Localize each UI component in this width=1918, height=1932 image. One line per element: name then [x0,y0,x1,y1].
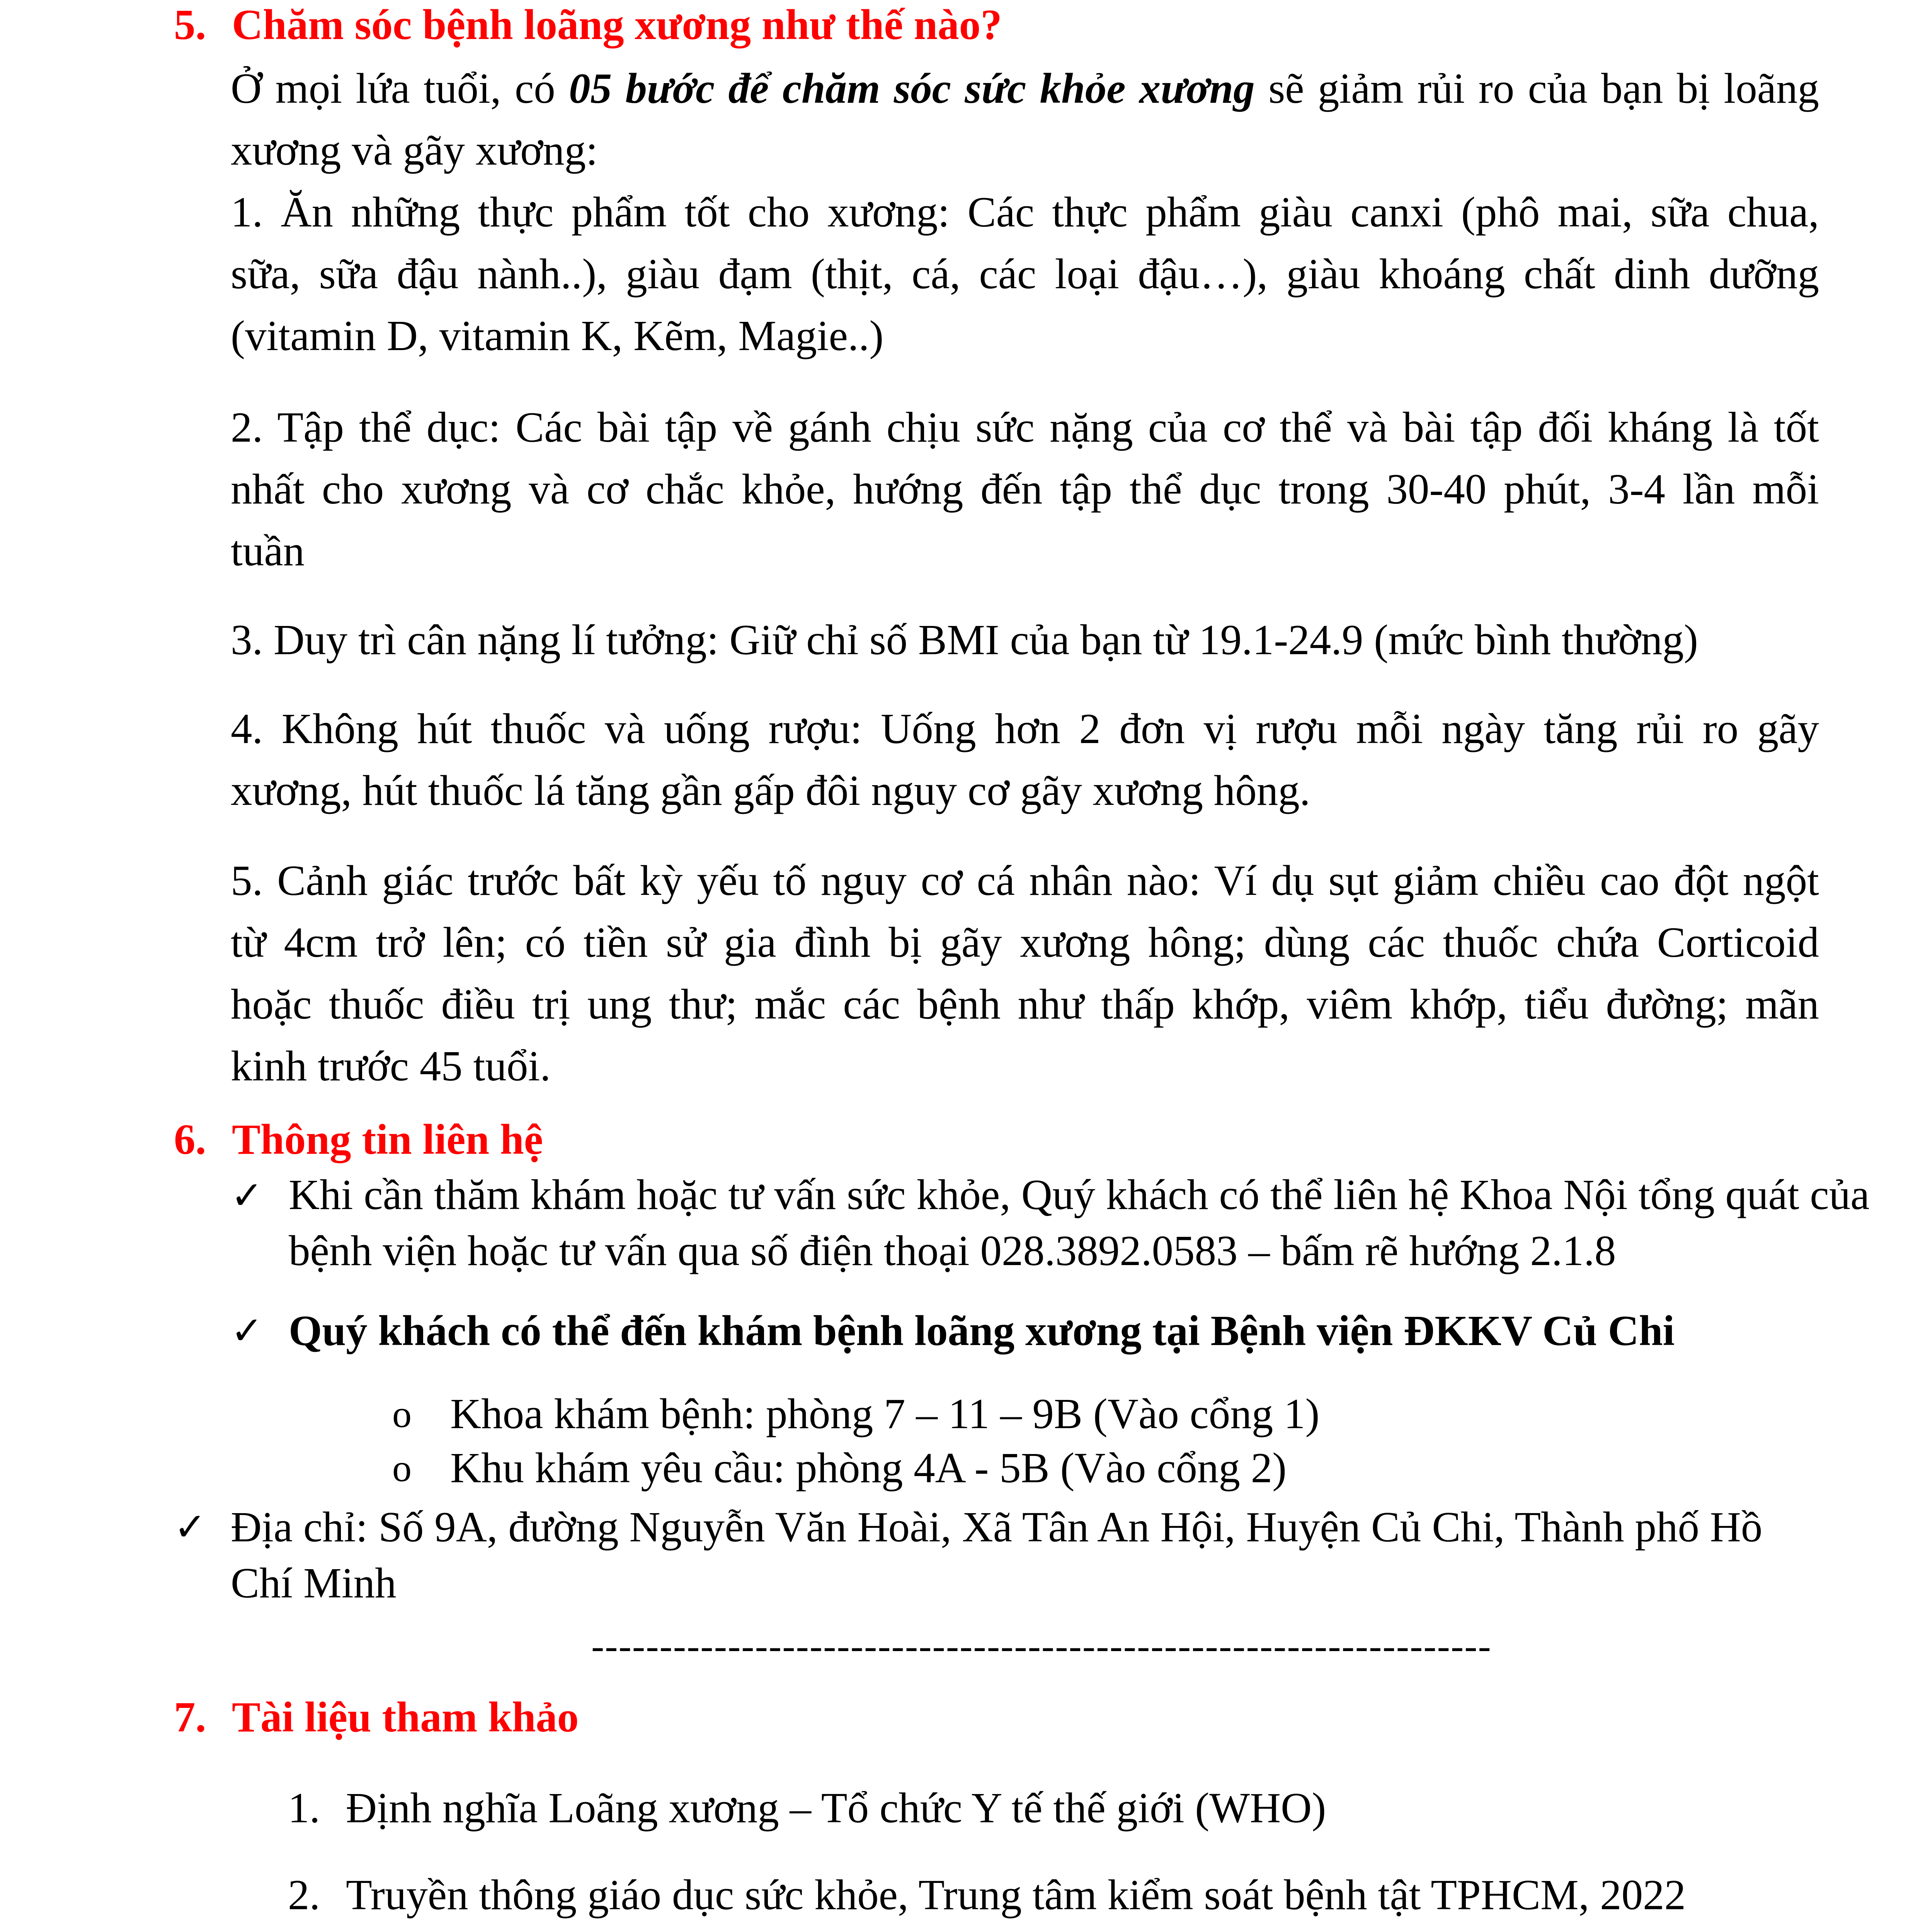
intro-line-2: xương và gãy xương: [231,127,598,174]
reference-item-1 [288,1781,1326,1835]
reference-item-2 [288,1868,1686,1922]
address-line-2: Chí Minh [231,1560,397,1607]
section-5-number: 5. [174,1,206,49]
section-6-title: Thông tin liên hệ [232,1116,543,1163]
checkmark-icon: ✓ [231,1174,263,1217]
dashed-separator: ------------------------------------------------------------------ [591,1624,1492,1667]
care-step-4: 4. Không hút thuốc và uống rượu: Uống hơn 2 đơn vị rượu mỗi ngày tăng rủi ro gãy xương, hút thuốc lá tăng gần gấp đôi nguy cơ gãy xương hông. [231,705,1819,815]
section-6-number: 6. [174,1116,206,1163]
circle-bullet-icon: o [392,1393,412,1435]
reference-number: 2. [288,1871,320,1919]
section-7-heading [174,1694,579,1741]
checkmark-icon: ✓ [231,1310,263,1352]
visit-text: Quý khách có thể đến khám bệnh loãng xương tại Bệnh viện ĐKKV Củ Chi [289,1307,1675,1355]
section-7-number: 7. [174,1694,206,1741]
circle-bullet-icon: o [392,1447,412,1490]
room-text: Khoa khám bệnh: phòng 7 – 11 – 9B (Vào cổng 1) [450,1390,1320,1438]
intro-line-1: Ở mọi lứa tuổi, có 05 bước để chăm sóc sức khỏe xương sẽ giảm rủi ro của bạn bị loãng [231,65,1819,112]
care-step-2: 2. Tập thể dục: Các bài tập về gánh chịu sức nặng của cơ thể và bài tập đối kháng là tốt nhất cho xương và cơ chắc khỏe, hướng đến tập thể dục trong 30-40 phút, 3-4 lần mỗi tuần [231,404,1819,575]
care-step-1: 1. Ăn những thực phẩm tốt cho xương: Các thực phẩm giàu canxi (phô mai, sữa chua, sữa, sữa đậu nành..), giàu đạm (thịt, cá, các loại đậu…), giàu khoáng chất dinh dưỡng (vitamin D, vitamin K, Kẽm, Magie..) [231,189,1819,360]
checkmark-icon: ✓ [174,1506,206,1549]
section-5-title: Chăm sóc bệnh loãng xương như thế nào? [232,1,1002,49]
contact-line-1: Khi cần thăm khám hoặc tư vấn sức khỏe, Quý khách có thể liên hệ Khoa Nội tổng quát của [289,1171,1870,1219]
section-5-heading [174,2,1002,48]
reference-text: Định nghĩa Loãng xương – Tổ chức Y tế thế giới (WHO) [346,1784,1326,1832]
care-step-3: 3. Duy trì cân nặng lí tưởng: Giữ chỉ số BMI của bạn từ 19.1-24.9 (mức bình thường) [231,616,1698,664]
care-step-5: 5. Cảnh giác trước bất kỳ yếu tố nguy cơ cá nhân nào: Ví dụ sụt giảm chiều cao đột ngột từ 4cm trở lên; có tiền sử gia đình bị gãy xương hông; dùng các thuốc chứa Corticoid hoặc thuốc điều trị ung thư; mắc các bệnh như thấp khớp, viêm khớp, tiểu đường; mãn kinh trước 45 tuổi. [231,857,1819,1090]
intro-emphasis: 05 bước để chăm sóc sức khỏe xương [569,65,1255,112]
room-text: Khu khám yêu cầu: phòng 4A - 5B (Vào cổng 2) [450,1444,1287,1492]
reference-text: Truyền thông giáo dục sức khỏe, Trung tâm kiểm soát bệnh tật TPHCM, 2022 [346,1871,1686,1919]
contact-line-2: bệnh viện hoặc tư vấn qua số điện thoại 028.3892.0583 – bấm rẽ hướng 2.1.8 [289,1227,1616,1275]
address-line-1: Địa chỉ: Số 9A, đường Nguyễn Văn Hoài, Xã Tân An Hội, Huyện Củ Chi, Thành phố Hồ [231,1503,1763,1551]
section-6-heading [174,1117,543,1163]
section-5-intro [231,58,1819,182]
section-7-title: Tài liệu tham khảo [232,1694,579,1741]
reference-number: 1. [288,1784,320,1832]
